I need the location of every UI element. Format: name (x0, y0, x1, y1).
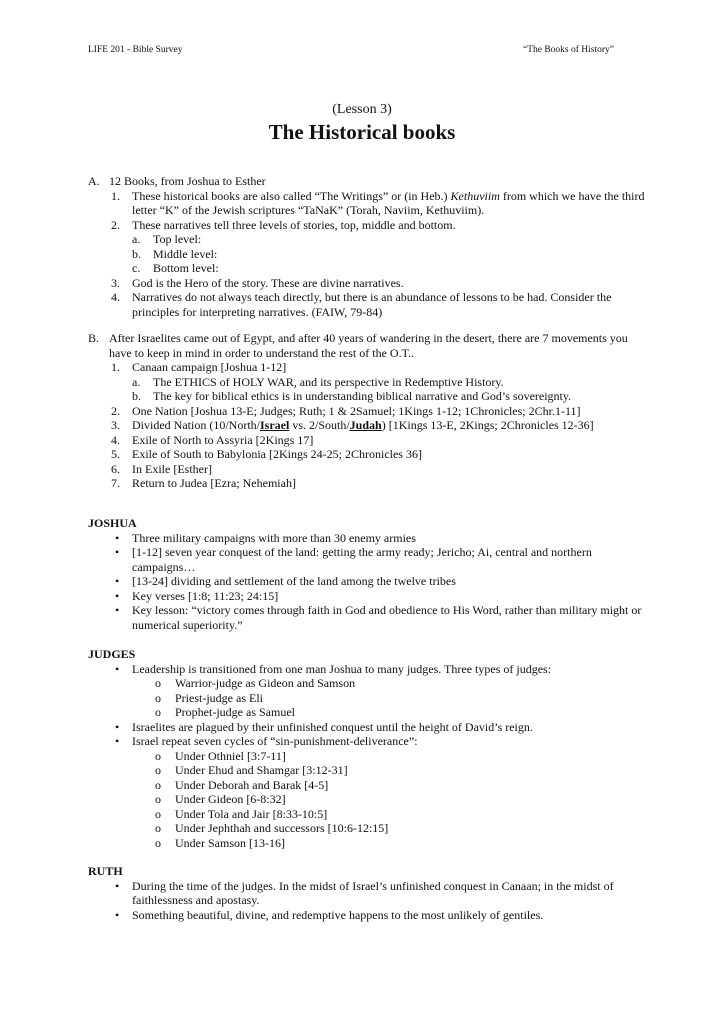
list-marker: 1. (111, 360, 120, 374)
circle-bullet-icon: o (155, 748, 161, 763)
list-marker: c. (132, 261, 141, 275)
list-item: 3. God is the Hero of the story. These are divine narratives. (111, 275, 404, 290)
sub-bullet-item: o Under Ehud and Shamgar [3:12-31] (155, 763, 348, 777)
circle-bullet-icon: o (155, 705, 161, 719)
bullet-icon: • (115, 907, 120, 922)
page-title: The Historical books (268, 120, 456, 144)
list-item: 6. In Exile [Esther] (111, 461, 212, 476)
joshua-section (88, 516, 648, 632)
section-heading: RUTH (88, 864, 123, 878)
list-item: 4. Exile of North to Assyria [2Kings 17] (111, 432, 314, 447)
list-marker: 5. (111, 447, 120, 461)
list-item: 1. Canaan campaign [Joshua 1-12] (111, 360, 287, 374)
list-marker: 4. (111, 290, 120, 304)
list-marker: 7. (111, 476, 120, 490)
list-marker: a. (132, 232, 141, 246)
list-item: A. 12 Books, from Joshua to Esther (88, 174, 266, 188)
circle-bullet-icon: o (155, 821, 161, 835)
bullet-item: • Leadership is transitioned from one man Joshua to many judges. Three types of judges: (115, 661, 552, 676)
bullet-icon: • (115, 719, 120, 734)
sub-bullet-item: o Priest-judge as Eli (155, 690, 263, 705)
bullet-item: • Three military campaigns with more than 30 enemy armies (115, 530, 416, 545)
israel-term: Israel (259, 418, 290, 432)
list-marker: 6. (111, 461, 120, 476)
list-marker: 4. (111, 432, 120, 447)
sub-bullet-item: o Under Jephthah and successors [10:6-12:15] (155, 821, 389, 835)
circle-bullet-icon: o (155, 763, 161, 777)
list-marker: b. (132, 246, 141, 261)
bullet-item: • Something beautiful, divine, and redemptive happens to the most unlikely of gentiles. (115, 907, 544, 922)
list-item: b. The key for biblical ethics is in understanding biblical narrative and God’s sovereignty. (132, 389, 572, 403)
bullet-item: • Key lesson: “victory comes through faith in God and obedience to His Word, rather than military might or numerical superiority.” (115, 603, 642, 632)
bullet-item: • [1-12] seven year conquest of the land: getting the army ready; Jericho; Ai, central and northern campaigns… (115, 545, 592, 574)
list-item: 2. One Nation [Joshua 13-E; Judges; Ruth; 1 & 2Samuel; 1Kings 1-12; 1Chronicles; 2Chr.1-11] (111, 403, 581, 418)
list-marker: b. (132, 389, 141, 403)
header-course: LIFE 201 - Bible Survey (88, 45, 183, 55)
judges-section (88, 647, 648, 850)
list-marker: A. (88, 174, 100, 188)
bullet-icon: • (115, 545, 120, 559)
bullet-icon: • (115, 530, 120, 545)
bullet-item: • [13-24] dividing and settlement of the land among the twelve tribes (115, 574, 456, 588)
bullet-icon: • (115, 603, 120, 617)
list-item: a. The ETHICS of HOLY WAR, and its perspective in Redemptive History. (132, 374, 504, 389)
list-marker: 1. (111, 188, 120, 203)
list-marker: 3. (111, 418, 120, 432)
circle-bullet-icon: o (155, 792, 161, 806)
sub-bullet-item: o Under Samson [13-16] (155, 835, 285, 850)
bullet-item: • Israel repeat seven cycles of “sin-punishment-deliverance”: (115, 734, 418, 748)
bullet-item: • During the time of the judges. In the midst of Israel’s unfinished conquest in Canaan; in the midst of faithlessness and apostasy. (115, 878, 614, 907)
circle-bullet-icon: o (155, 690, 161, 705)
list-item: 5. Exile of South to Babylonia [2Kings 24-25; 2Chronicles 36] (111, 447, 422, 461)
list-item: B. After Israelites came out of Egypt, and after 40 years of wandering in the desert, there are 7 movements you have to keep in mind in order to understand the rest of the O.T.. (88, 331, 628, 360)
list-item: b. Middle level: (132, 246, 218, 261)
list-marker: a. (132, 374, 141, 389)
list-item: 4. Narratives do not always teach directly, but there is an abundance of lessons to be had. Consider the principles for interpreting narratives. (FAIW, 79-84) (111, 290, 612, 319)
bullet-icon: • (115, 588, 120, 603)
sub-bullet-item: o Under Othniel [3:7-11] (155, 748, 286, 763)
bullet-icon: • (115, 574, 120, 588)
list-marker: 2. (111, 403, 120, 418)
list-item: 2. These narratives tell three levels of stories, top, middle and bottom. (111, 217, 456, 232)
sub-bullet-item: o Warrior-judge as Gideon and Samson (155, 676, 356, 690)
circle-bullet-icon: o (155, 676, 161, 690)
list-marker: B. (88, 331, 100, 345)
circle-bullet-icon: o (155, 806, 161, 821)
list-item: 1. These historical books are also called “The Writings” or (in Heb.) Kethuviim from which we have the third letter “K” of the Jewish scriptures “TaNaK” (Torah, Naviim, Kethuviim). (111, 188, 645, 217)
circle-bullet-icon: o (155, 777, 161, 792)
bullet-item: • Key verses [1:8; 11:23; 24:15] (115, 588, 279, 603)
list-item: a. Top level: (132, 232, 202, 246)
sub-bullet-item: o Under Deborah and Barak [4-5] (155, 777, 329, 792)
bullet-icon: • (115, 661, 120, 676)
list-item: c. Bottom level: (132, 261, 219, 275)
sub-bullet-item: o Under Gideon [6-8:32] (155, 792, 286, 806)
ruth-section (88, 864, 648, 922)
header-topic: “The Books of History” (522, 45, 614, 55)
lesson-number: (Lesson 3) (332, 102, 392, 117)
sub-bullet-item: o Under Tola and Jair [8:33-10:5] (155, 806, 328, 821)
list-marker: 3. (111, 275, 120, 290)
sub-bullet-item: o Prophet-judge as Samuel (155, 705, 295, 719)
section-heading: JOSHUA (88, 516, 137, 530)
circle-bullet-icon: o (155, 835, 161, 850)
bullet-icon: • (115, 734, 120, 748)
bullet-icon: • (115, 878, 120, 893)
judah-term: Judah (349, 418, 382, 432)
list-item: 3. Divided Nation (10/North/Israel vs. 2/South/Judah) [1Kings 13-E, 2Kings; 2Chronicles 12-36] (111, 418, 594, 432)
section-b (88, 331, 648, 491)
list-marker: 2. (111, 217, 120, 232)
bullet-item: • Israelites are plagued by their unfinished conquest until the height of David’s reign. (115, 719, 533, 734)
section-heading: JUDGES (88, 647, 136, 661)
section-a (88, 174, 648, 319)
list-item: 7. Return to Judea [Ezra; Nehemiah] (111, 476, 296, 490)
